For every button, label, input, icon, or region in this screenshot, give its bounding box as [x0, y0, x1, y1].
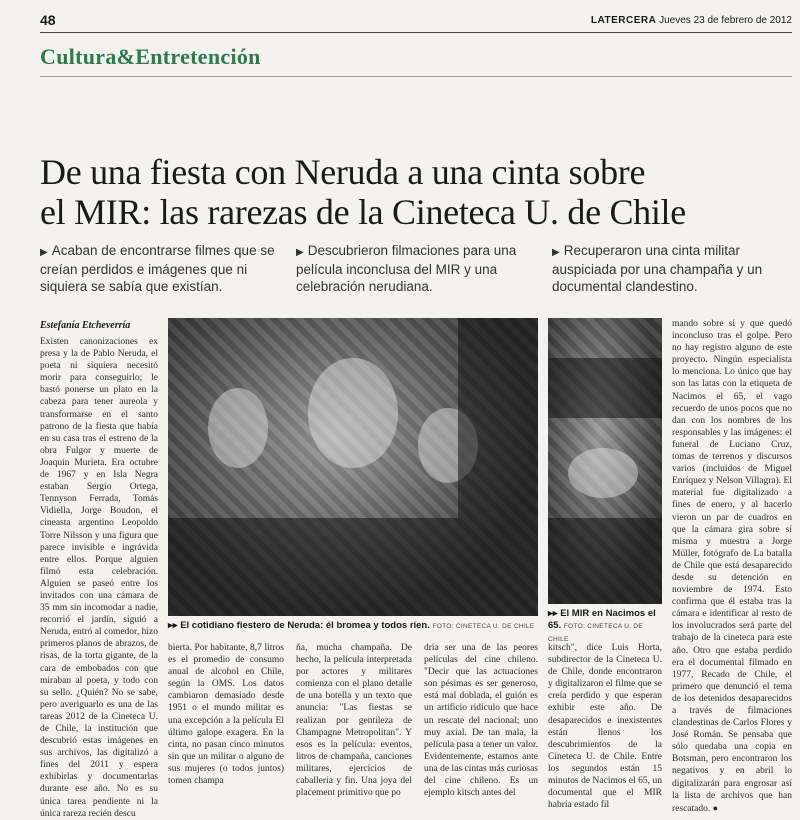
body-column-6: mando sobre sí y que quedó inconcluso tras el golpe. Pero no hay registro alguno de este proyecto. Ningún especialista lo menciona. Lo único que hay son las latas con la etiqueta de Nacimos el 65, el vago recuerdo de unos pocos que no dan con los nombres de los responsables y las imágenes: el funeral de Luciano Cruz, tomas de terrenos y discursos varios (incluidos de Miguel Enríquez y Nelson Villagra). El material fue digitalizado a fines de enero, y al hacerlo vieron un par de cuadros en que la cámara gira sobre sí misma y muestra a Jorge Müller, fotógrafo de La batalla de Chile que está desaparecido desde su detención en noviembre de 1974. Esto confirma que él estaba tras la cámara e identificar al resto de los involucrados será parte del trabajo de la cineteca para este año. Otro que estaba perdido era el documental filmado en 1977, Recado de Chile, el primero que denunció el tema de los detenidos desaparecidos a través de filmaciones clandestinas de Carlos Flores y José Román. Se pensaba que sólo quedaba una copia en Botsman, pero encontraron los negativos y en abril lo digitalizarán para engrosar así la lista de archivos que han rescatado. ●: [672, 319, 792, 814]
headline-line-2: el MIR: las rarezas de la Cineteca U. de Chile: [40, 192, 686, 232]
section-title: Cultura&Entretención: [40, 44, 261, 69]
headline-line-1: De una fiesta con Neruda a una cinta sobre: [40, 152, 646, 192]
caption-arrow: ▸▸: [168, 620, 178, 631]
arrow-icon: ▶: [552, 247, 560, 258]
issue-date: Jueves 23 de febrero de 2012: [659, 15, 792, 26]
end-mark: ●: [712, 802, 719, 813]
body-column-5: kitsch", dice Luis Horta, subdirector de la Cineteca U. de Chile, donde encontraron y digitalizaron el filme que se creía perdido y que esperan exhibir este año. De desaparecidos e inexistentes están llenos los descubrimientos de la Cineteca U. de Chile. Entre los segundos están 15 minutos de Nacimos el 65, un documental que el MIR habría estado fil: [548, 643, 662, 811]
side-photo-caption: [548, 608, 662, 646]
deck-3: ▶ Recuperaron una cinta militar auspiciada por una champaña y un documental clandestino.: [552, 243, 763, 294]
arrow-icon: ▶: [296, 247, 304, 258]
side-photo: [548, 318, 662, 604]
paper-brand: LATERCERA: [590, 15, 657, 26]
headline: [40, 152, 792, 232]
section-rule: [40, 76, 792, 77]
caption-arrow: ▸▸: [548, 608, 558, 619]
deck-1: ▶ Acaban de encontrarse filmes que se creían perdidos e imágenes que ni siquiera se sabía que existían.: [40, 243, 275, 294]
photo-credit: FOTO: CINETECA U. DE CHILE: [548, 623, 644, 643]
caption-text: El MIR en Nacimos el 65.: [548, 608, 656, 631]
caption-text: El cotidiano fiestero de Neruda: él bromea y todos ríen.: [180, 620, 430, 631]
body-column-2: bierta. Por habitante, 8,7 litros es el promedio de consumo anual de alcohol en Chile, según la OMS. Los datos cambiaron demasiado desde 1951 o el mundo militar es una excepción a la película El último galope exagera. En la cinta, no pasan cinco minutos sin que un militar o alguno de sus mujeres (o todos juntos) tomen champa: [168, 643, 284, 787]
arrow-icon: ▶: [40, 247, 48, 258]
body-column-3: ña, mucha champaña. De hecho, la película interpretada por actores y militares comienza con el plano detalle de una botella y un texto que anuncia: "Las fiestas se realizan por gentileza de Champagne Metropolitan". Y esos es la película: eventos, litros de champaña, canciones militares, ejercicios de caballería y fin. Una joya del placement primitivo que po: [296, 643, 412, 799]
main-photo-caption: [168, 620, 538, 633]
main-photo: [168, 318, 538, 616]
page-header: [40, 12, 792, 34]
photo-credit: FOTO: CINETECA U. DE CHILE: [432, 623, 535, 630]
byline: Estefanía Etcheverría: [40, 320, 131, 331]
body-column-1: Existen canonizaciones ex presa y la de Pablo Neruda, el poeta ni siquiera necesitó morir para conseguirlo; le bastó ponerse un plato en la cabeza para tener aureola y transformarse en el santo patrono de la fiesta que había en su casa tras el estreno de la obra Fulgor y muerte de Joaquín Murieta. Era octubre de 1967 y en Isla Negra estaban Sergio Ortega, Tennyson Ferrada, Tomás Vidiella, Jorge Boudon, el cineasta argentino Leopoldo Torre Nilsson y una figura que parece invisible e ingrávida entre ellos. Porque alguien filmó esta celebración. Alguien se paseó entre los invitados con una cámara de 35 mm sin incomodar a nadie, recorrió el jardín, siguió a Neruda, entró al comedor, hizo primeros planos de abrazos, de risas, de la torta gigante, de la cara de embobados con que miraban al poeta, y todo con su sello. ¿Quién? No se sabe, pero averiguarlo es una de las tareas 2012 de la Cineteca U. de Chile, la institución que descubrió estas imágenes en sus archivos, las digitalizó a fines del 2011 y espera exhibirlas y documentarlas durante ese año. No es su única tarea pendiente ni la única rareza recién descu: [40, 337, 158, 819]
deck-2: ▶ Descubrieron filmaciones para una película inconclusa del MIR y una celebración nerudiana.: [296, 243, 517, 294]
paper-info: [591, 15, 792, 26]
header-rule: [40, 32, 792, 33]
page-number: 48: [40, 12, 56, 28]
body-column-4: dría ser una de las peores películas del cine chileno. "Decir que las actuaciones son pésimas es ser generoso, está mal doblada, el guión es un artificio ridículo que hace un rescate del nacional; uno muy axial. De tan mala, la película pasa a tener un valor. Evidentemente, estamos ante una de las cintas más curiosas del cine chileno. Es un ejemplo kitsch antes del: [424, 643, 538, 799]
